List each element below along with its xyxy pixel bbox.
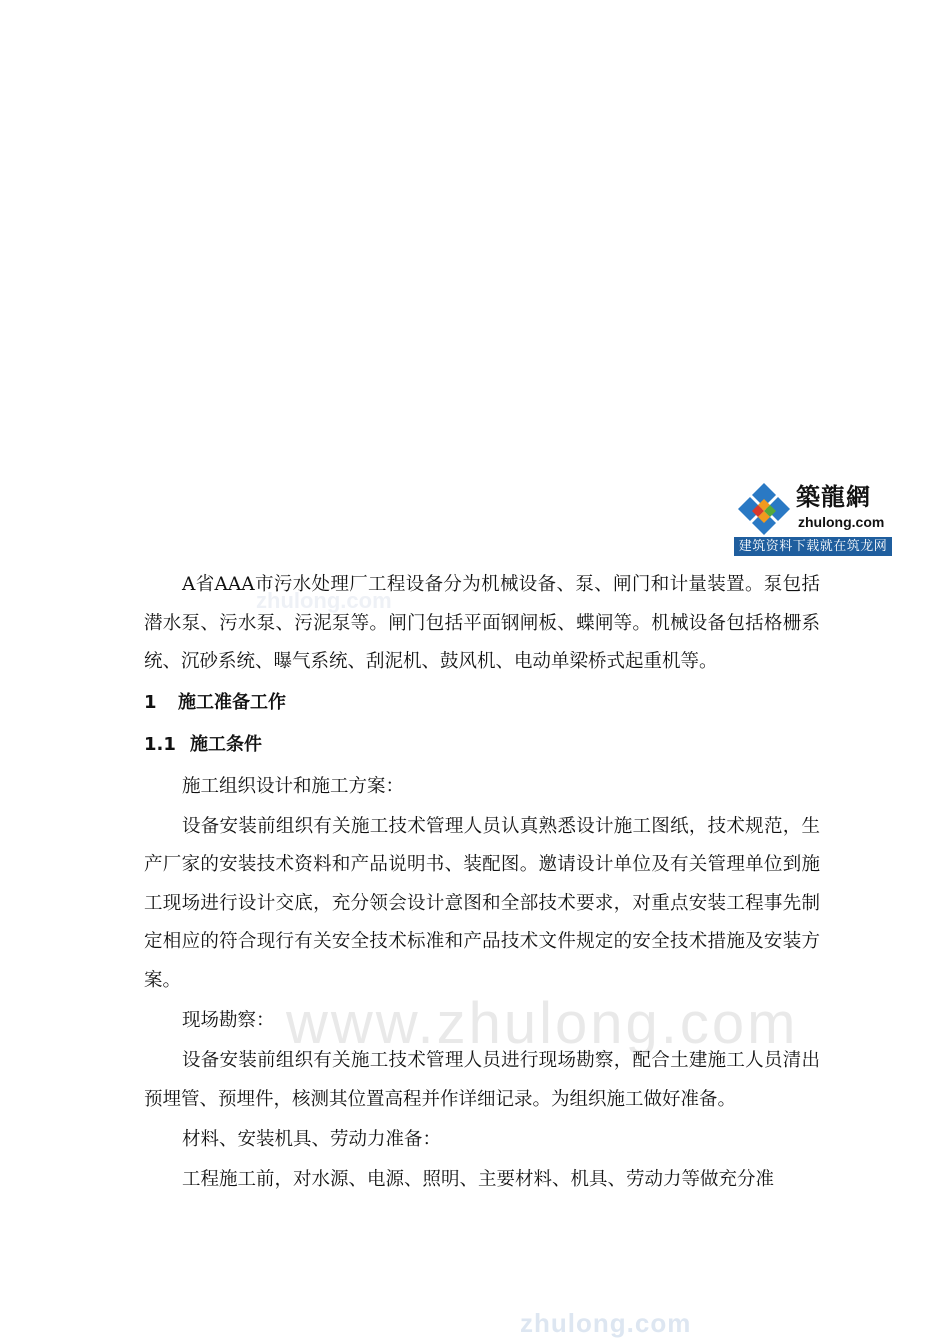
section-number: 1 [144, 691, 157, 713]
logo-slogan-banner: 建筑资料下载就在筑龙网 [734, 537, 892, 556]
document-body [144, 566, 820, 1200]
label-design: 施工组织设计和施工方案： [182, 775, 405, 797]
section-title: 施工条件 [190, 733, 262, 755]
label-materials: 材料、安装机具、劳动力准备： [182, 1129, 442, 1150]
paragraph-survey: 设备安装前组织有关施工技术管理人员进行现场勘察，配合土建施工人员清出预埋管、预埋件，核测其位置高程并作详细记录。为组织施工做好准备。 [144, 1050, 820, 1110]
logo-name-en: zhulong.com [798, 514, 885, 530]
logo-name-cn: 築龍網 [796, 483, 871, 511]
zhulong-diamond-icon [736, 481, 792, 537]
section-heading-1-1 [144, 724, 820, 766]
section-heading-1 [144, 682, 820, 724]
watermark-middle: www.zhulong.com [286, 991, 799, 1056]
label-survey: 现场勘察： [182, 1010, 275, 1031]
section-title: 施工准备工作 [178, 691, 286, 713]
paragraph-design: 设备安装前组织有关施工技术管理人员认真熟悉设计施工图纸，技术规范，生产厂家的安装技术资料和产品说明书、装配图。邀请设计单位及有关管理单位到施工现场进行设计交底，充分领会设计意图和全部技术要求，对重点安装工程事先制定相应的符合现行有关安全技术标准和产品技术文件规定的安全技术措施及安装方案。 [144, 815, 820, 991]
watermark-bottom: zhulong.com [520, 1308, 692, 1338]
watermark-top: zhulong.com [256, 588, 392, 613]
paragraph-materials: 工程施工前，对水源、电源、照明、主要材料、机具、劳动力等做充分准 [182, 1169, 775, 1190]
zhulong-logo [734, 479, 892, 556]
intro-paragraph: A省AAA市污水处理厂工程设备分为机械设备、泵、闸门和计量装置。泵包括潜水泵、污水泵、污泥泵等。闸门包括平面钢闸板、蝶闸等。机械设备包括格栅系统、沉砂系统、曝气系统、刮泥机、鼓风机、电动单梁桥式起重机等。 [144, 574, 820, 672]
section-number: 1.1 [144, 733, 176, 755]
